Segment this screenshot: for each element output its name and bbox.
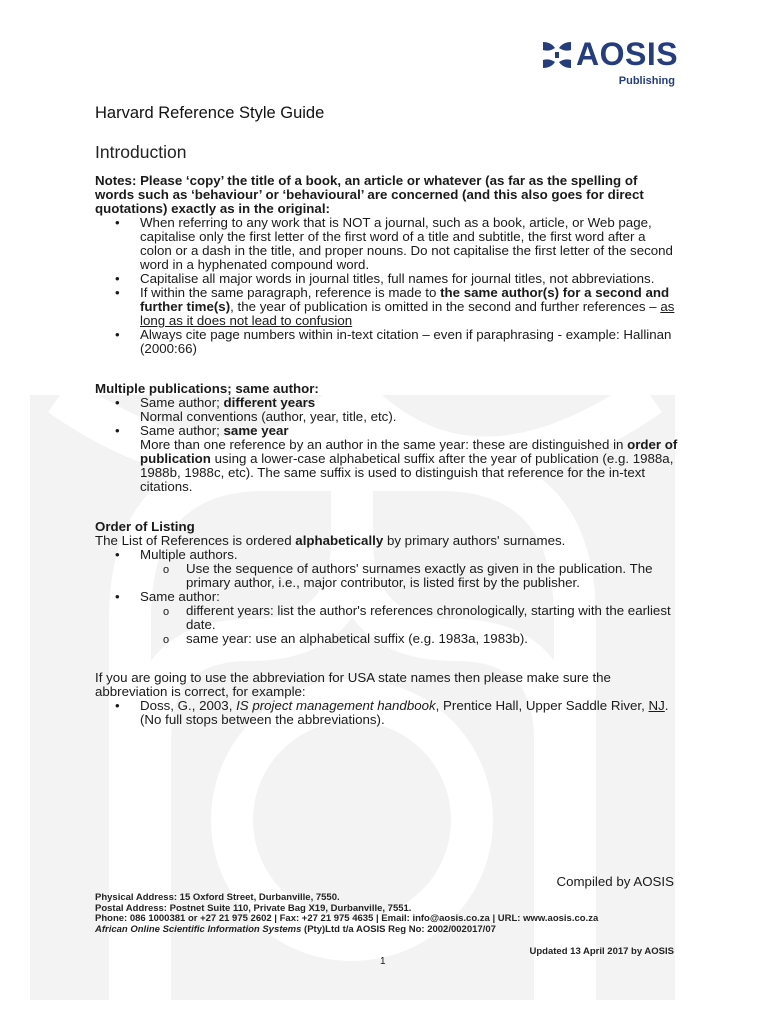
bold-text: different years [223, 395, 316, 410]
introduction-heading: Introduction [95, 142, 187, 162]
bold-text: order of publication [140, 437, 678, 466]
usa-paragraph: If you are going to use the abbreviation for USA state names then please make sure the abbreviation is correct, for example: [95, 670, 611, 699]
text-segment: Same author: [140, 589, 220, 604]
list-item [95, 548, 680, 590]
list-item [95, 396, 680, 424]
text-segment: The List of References is ordered [95, 533, 296, 548]
multiple-list [95, 396, 680, 494]
list-item [95, 424, 680, 494]
sub-list [140, 604, 680, 646]
text-segment: , Prentice Hall, Upper Saddle River, [435, 698, 649, 713]
list-item [95, 590, 680, 646]
footer [95, 893, 675, 935]
updated-date: Updated 13 April 2017 by AOSIS [529, 946, 674, 957]
footer-physical-address: Physical Address: 15 Oxford Street, Durbanville, 7550. [95, 892, 340, 903]
sub-list-item: o Use the sequence of authors' surnames exactly as given in the publication. The primary author, i.e., major contributor, is listed first by the publisher. [140, 562, 680, 590]
document-title: Harvard Reference Style Guide [95, 104, 325, 122]
sub-list-item: o different years: list the author's references chronologically, starting with the earliest date. [140, 604, 680, 632]
page-number: 1 [380, 956, 386, 967]
text-segment: by primary authors' surnames. [383, 533, 566, 548]
text-segment: , the year of publication is omitted in the second and further references – [230, 299, 661, 314]
footer-registration [95, 925, 675, 936]
multiple-publications-heading: Multiple publications; same author: [95, 381, 319, 396]
footer-contact: Phone: 086 1000381 or +27 21 975 2602 | Fax: +27 21 975 4635 | Email: info@aosis.co.za | URL: www.aosis.co.za [95, 913, 599, 924]
text-segment: Multiple authors. [140, 547, 238, 562]
order-of-listing-heading: Order of Listing [95, 519, 195, 534]
list-item [95, 699, 680, 727]
text-segment: Same author; [140, 395, 224, 410]
italic-text: IS project management handbook [236, 698, 436, 713]
logo-wordmark: AOSIS [576, 36, 679, 72]
text-segment: If within the same paragraph, reference is made to [140, 285, 441, 300]
sub-list [140, 562, 680, 590]
text-segment: (Pty)Ltd t/a AOSIS Reg No: 2002/002017/07 [301, 923, 496, 935]
list-item: • Capitalise all major words in journal titles, full names for journal titles, not abbreviations. [95, 272, 680, 286]
usa-list [95, 699, 680, 727]
text-segment: Doss, G., 2003, [140, 698, 237, 713]
aosis-logo-icon [541, 40, 573, 70]
notes-paragraph: Notes: Please ‘copy’ the title of a book, an article or whatever (as far as the spelling of words such as ‘behaviour’ or ‘behavioural’ are concerned (and this also goes for direct quotations) exactly as in the original: [95, 173, 644, 216]
underlined-text: as long as it does not lead to confusion [140, 299, 675, 328]
italic-text: African Online Scientific Information Systems [95, 923, 302, 935]
text-segment: using a lower-case alphabetical suffix after the year of publication (e.g. 1988a, 1988b, 1988c, etc). The same suffix is used to distinguish that reference for the in-text citations. [140, 451, 674, 494]
text-segment: Same author; [140, 423, 224, 438]
bold-text: the same author(s) for a second and further time(s) [140, 285, 670, 314]
text-segment: . (No full stops between the abbreviations). [140, 698, 669, 727]
aosis-logo [541, 36, 679, 92]
logo-subtitle: Publishing [618, 75, 675, 87]
bold-text: same year [223, 423, 289, 438]
list-item: • When referring to any work that is NOT a journal, such as a book, article, or Web page, capitalise only the first letter of the first word of a title and subtitle, the first word after a colon or a dash in the title, and proper nouns. Do not capitalise the first letter of the second word in a hyphenated compound word. [95, 216, 680, 272]
text-segment: Normal conventions (author, year, title, etc). [140, 409, 397, 424]
text-segment: More than one reference by an author in the same year: these are distinguished in [140, 437, 628, 452]
underlined-text: NJ [648, 698, 665, 713]
sub-list-item: o same year: use an alphabetical suffix (e.g. 1983a, 1983b). [140, 632, 680, 646]
intro-list [95, 216, 680, 356]
order-list [95, 548, 680, 646]
compiled-by: Compiled by AOSIS [556, 874, 674, 889]
list-item: • Always cite page numbers within in-text citation – even if paraphrasing - example: Hallinan (2000:66) [95, 328, 680, 356]
document-body [95, 106, 680, 727]
footer-postal-address: Postal Address: Postnet Suite 110, Private Bag X19, Durbanville, 7551. [95, 902, 412, 914]
list-item [95, 286, 680, 328]
bold-text: alphabetically [295, 533, 384, 548]
order-intro [95, 534, 680, 548]
